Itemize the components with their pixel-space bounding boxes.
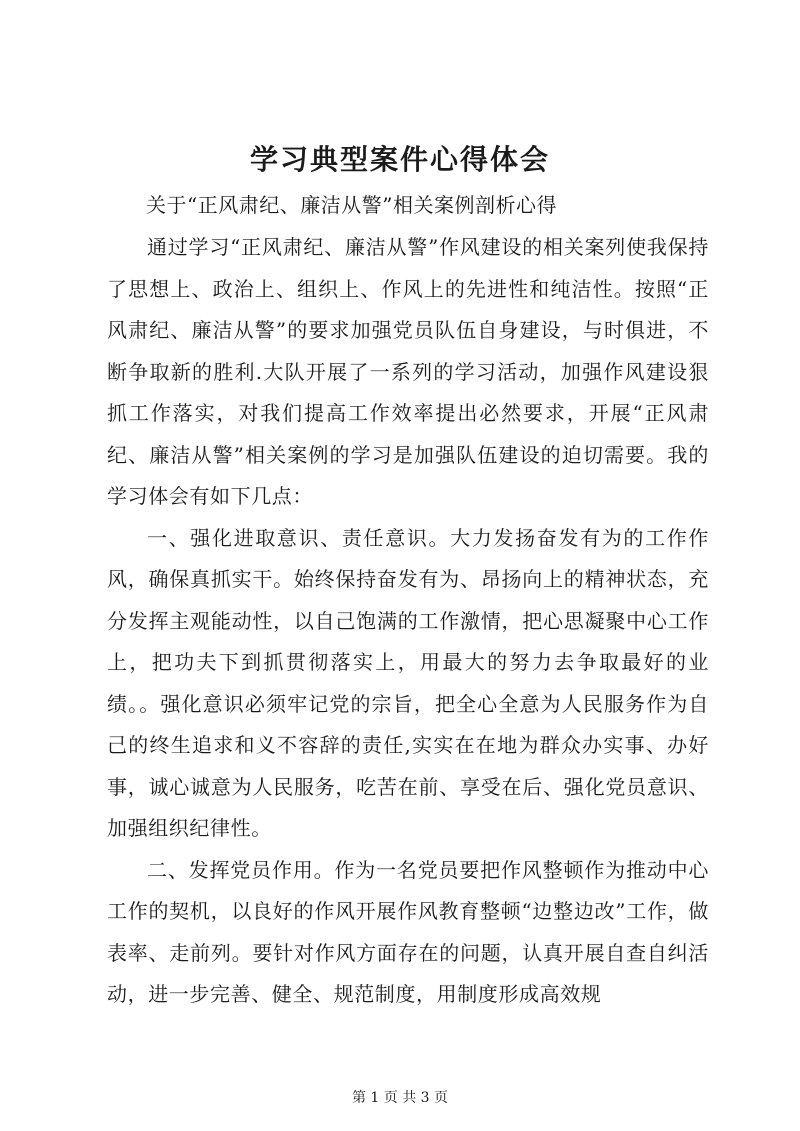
paragraph-point-two: 二、发挥党员作用。作为一名党员要把作风整顿作为推动中心工作的契机，以良好的作风开展作风教育整顿“边整边改”工作，做表率、走前列。要针对作风方面存在的问题，认真开展自查自纠活动，进一步完善、健全、规范制度，用制度形成高效规: [107, 857, 709, 1006]
document-body: [107, 227, 709, 1016]
document-title: 学习典型案件心得体会: [249, 143, 550, 176]
paragraph-point-one: 一、强化进取意识、责任意识。大力发扬奋发有为的工作作风，确保真抓实干。始终保持奋发有为、昂扬向上的精神状态，充分发挥主观能动性，以自己饱满的工作激情，把心思凝聚中心工作上，把功夫下到抓贯彻落实上，用最大的努力去争取最好的业绩。。强化意识必须牢记党的宗旨，把全心全意为人民服务作为自己的终生追求和义不容辞的责任,实实在在地为群众办实事、办好事，诚心诚意为人民服务，吃苦在前、享受在后、强化党员意识、加强组织纪律性。: [107, 525, 709, 840]
document-subtitle: 关于“正风肃纪、廉洁从警”相关案例剖析心得: [146, 193, 557, 217]
page-footer: 第 1 页 共 3 页: [351, 1090, 449, 1106]
paragraph-intro: 通过学习“正风肃纪、廉洁从警”作风建设的相关案列使我保持了思想上、政治上、组织上、作风上的先进性和纯洁性。按照“正风肃纪、廉洁从警”的要求加强党员队伍自身建设，与时俱进，不断争取新的胜利.大队开展了一系列的学习活动，加强作风建设狠抓工作落实，对我们提高工作效率提出必然要求，开展“正风肃纪、廉洁从警”相关案例的学习是加强队伍建设的迫切需要。我的学习体会有如下几点：: [107, 235, 709, 508]
